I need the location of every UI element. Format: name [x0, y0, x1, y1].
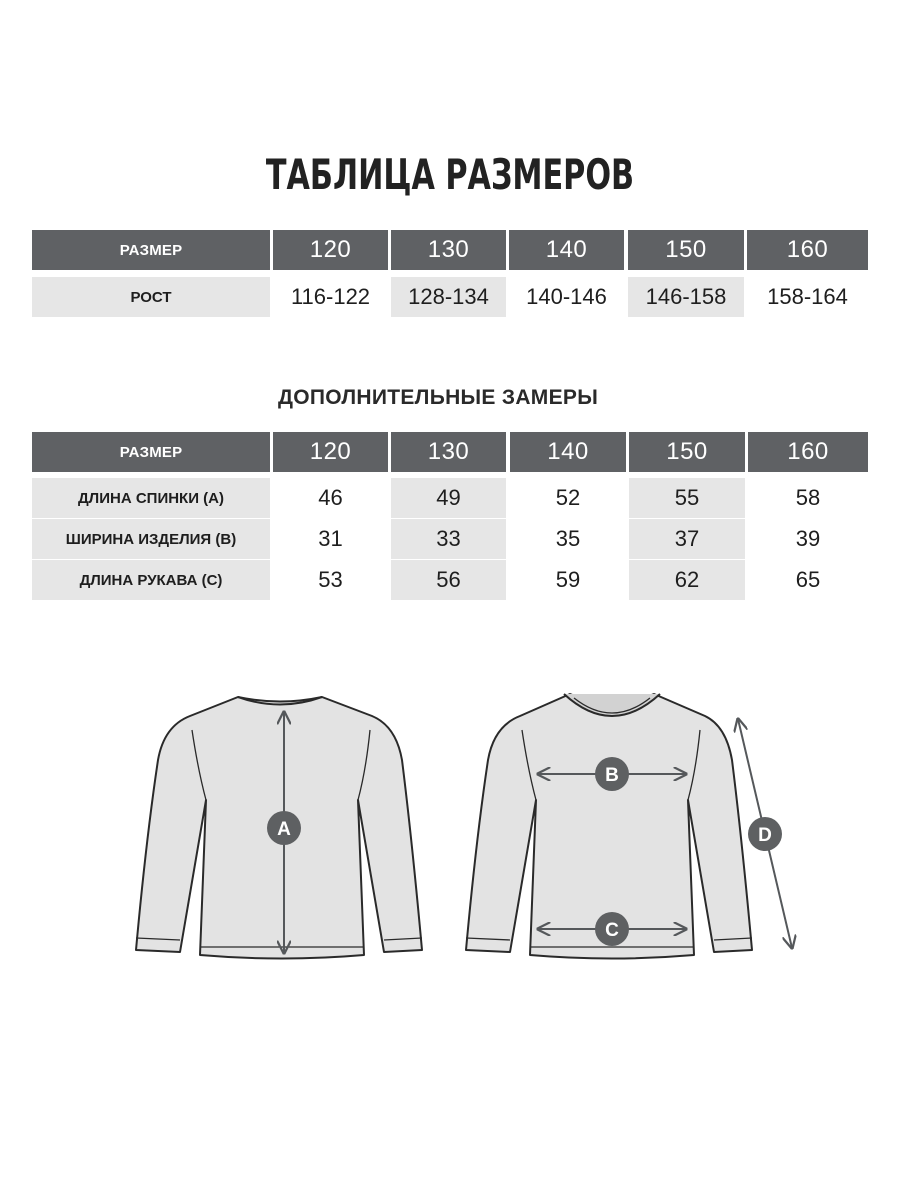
table-row — [32, 478, 868, 518]
extra-header-cell: 120 — [273, 432, 388, 472]
row-value: 37 — [629, 519, 745, 559]
extra-header-row — [32, 432, 868, 472]
height-cell: 116-122 — [290, 284, 371, 309]
size-header-cell: 150 — [628, 230, 744, 270]
marker-a-label: A — [277, 819, 291, 840]
row-value: 58 — [795, 485, 821, 510]
row-value: 59 — [555, 567, 581, 592]
row-value: 62 — [629, 560, 745, 600]
size-header-cell: 140 — [509, 230, 624, 270]
size-header-row — [32, 230, 868, 270]
page-title: ТАБЛИЦА РАЗМЕРОВ — [265, 150, 635, 199]
extra-header-cell: 130 — [391, 432, 506, 472]
row-value: 53 — [318, 567, 343, 592]
garment-diagram — [0, 640, 900, 1000]
row-value: 31 — [318, 526, 343, 551]
size-header-cell: 130 — [391, 230, 506, 270]
shirt-front-view — [466, 694, 792, 959]
size-header-cell: 160 — [747, 230, 868, 270]
table-row — [32, 519, 868, 559]
row-label: ШИРИНА ИЗДЕЛИЯ (В) — [32, 519, 270, 559]
size-header-label: РАЗМЕР — [32, 230, 270, 270]
row-value: 55 — [629, 478, 745, 518]
size-header-cell: 120 — [273, 230, 388, 270]
row-value: 52 — [555, 485, 581, 510]
row-value: 56 — [391, 560, 506, 600]
height-cell: 140-146 — [526, 284, 607, 309]
row-value: 65 — [795, 567, 821, 592]
height-cell: 158-164 — [767, 284, 848, 309]
row-value: 35 — [555, 526, 581, 551]
row-label: ДЛИНА РУКАВА (С) — [32, 560, 270, 600]
marker-b-label: B — [605, 765, 619, 786]
row-value: 33 — [391, 519, 506, 559]
marker-c-label: C — [605, 920, 619, 941]
shirt-back-view — [136, 697, 422, 959]
marker-d-label: D — [758, 825, 772, 846]
size-table — [32, 230, 868, 318]
extra-table — [32, 432, 868, 602]
extra-header-cell: 150 — [629, 432, 745, 472]
row-value: 46 — [318, 485, 343, 510]
extra-header-cell: 160 — [748, 432, 868, 472]
height-row-label: РОСТ — [32, 277, 270, 317]
row-label: ДЛИНА СПИНКИ (А) — [32, 478, 270, 518]
extra-measurements-title: ДОПОЛНИТЕЛЬНЫЕ ЗАМЕРЫ — [277, 386, 599, 409]
row-value: 49 — [391, 478, 506, 518]
height-cell: 146-158 — [628, 277, 744, 317]
height-cell: 128-134 — [391, 277, 506, 317]
extra-header-cell: 140 — [510, 432, 626, 472]
height-row — [32, 277, 868, 317]
extra-header-label: РАЗМЕР — [32, 432, 270, 472]
row-value: 39 — [795, 526, 821, 551]
table-row — [32, 560, 868, 600]
